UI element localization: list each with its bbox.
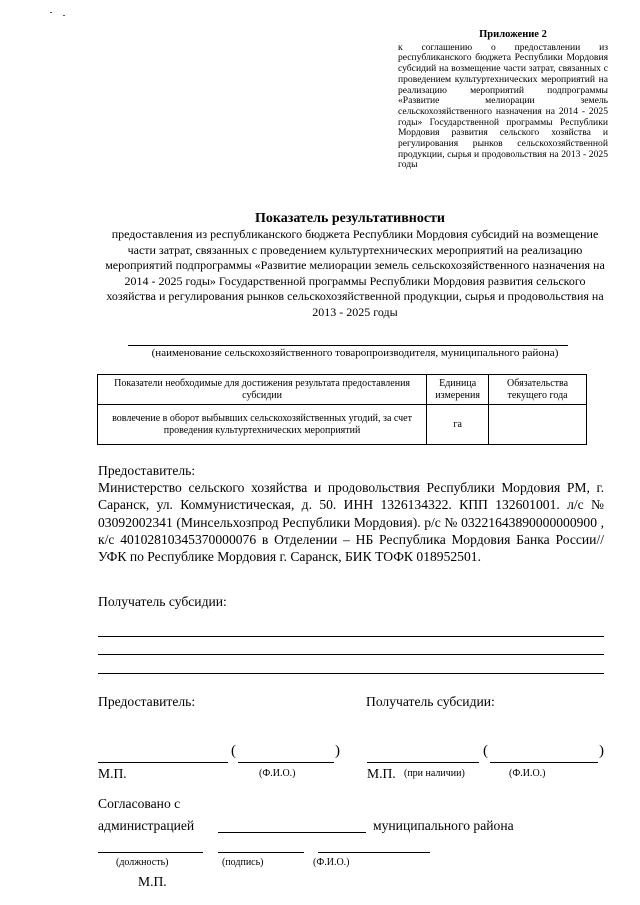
header-unit: Единица измерения bbox=[427, 375, 489, 405]
provider-seal-mp: М.П. bbox=[98, 766, 127, 781]
header-obligations: Обязательства текущего года bbox=[489, 375, 587, 405]
position-line bbox=[98, 852, 203, 853]
appendix-heading: Приложение 2 bbox=[479, 29, 547, 40]
table-header-row bbox=[98, 375, 587, 405]
recipient-fio-caption: (Ф.И.О.) bbox=[509, 768, 546, 779]
position-caption: (должность) bbox=[116, 857, 169, 868]
sign-recipient-label: Получатель субсидии: bbox=[366, 694, 495, 709]
recipient-close-paren: ) bbox=[599, 743, 604, 759]
document-subtitle: предоставления из республиканского бюджета Республики Мордовия субсидий на возмещение части затрат, связанных с проведением культуртехнических мероприятий на реализацию мероприятий подпрограммы «Развитие мелиорации земель сельскохозяйственного назначения на 2014 - 2025 годы» Государственной программы Республики Мордовия развития сельского хозяйства и регулирования рынков сельскохозяйственной продукции, сырья и продовольствия на 2013 - 2025 годы bbox=[105, 227, 605, 319]
agreed-line-2: администрацией bbox=[98, 818, 195, 833]
recipient-line-1 bbox=[98, 636, 604, 637]
indicator-table bbox=[97, 374, 587, 445]
agreed-line-1: Согласовано с bbox=[98, 796, 181, 811]
recipient-label: Получатель субсидии: bbox=[98, 594, 227, 609]
appendix-block bbox=[398, 30, 608, 171]
agreed-seal-mp: М.П. bbox=[138, 874, 167, 889]
cell-indicator: вовлечение в оборот выбывших сельскохозяйственных угодий, за счет проведения культуртехнических мероприятий bbox=[98, 405, 427, 445]
recipient-seal-mp: М.П. bbox=[367, 766, 396, 781]
administration-name-line bbox=[218, 832, 366, 833]
provider-block bbox=[98, 462, 604, 565]
table-row bbox=[98, 405, 587, 445]
provider-details: Министерство сельского хозяйства и продовольствия Республики Мордовия РМ, г. Саранск, ул. Коммунистическая, д. 50. ИНН 1326134322. КПП 132601001. л/с № 03092002341 (Минсельхозпрод Республики Мордовия). р/с № 03221643890000000900 , к/с 40102810345370000076 в Отделении – НБ Республика Мордовия Банка России// УФК по Республике Мордовия г. Саранск, БИК ТОФК 018952501. bbox=[98, 480, 604, 565]
producer-name-line bbox=[128, 345, 568, 346]
scan-speck bbox=[63, 15, 65, 16]
recipient-line-3 bbox=[98, 673, 604, 674]
document-title: Показатель результативности bbox=[255, 211, 445, 226]
provider-label: Предоставитель: bbox=[98, 463, 196, 478]
appendix-text: к соглашению о предоставлении из республиканского бюджета Республики Мордовия субсидий на возмещение части затрат, связанных с проведением культуртехнических мероприятий на реализацию мероприятий подпрограммы «Развитие мелиорации земель сельскохозяйственного назначения на 2014 - 2025 годы» Государственной программы Республики Мордовия развития сельского хозяйства и регулирования рынков сельскохозяйственной продукции, сырья и продовольствия на 2013 - 2025 годы bbox=[398, 41, 608, 171]
signature-line bbox=[218, 852, 304, 853]
signature-caption: (подпись) bbox=[222, 857, 264, 868]
header-indicators: Показатели необходимые для достижения результата предоставления субсидии bbox=[98, 375, 427, 405]
recipient-open-paren: ( bbox=[483, 743, 488, 759]
recipient-line-2 bbox=[98, 654, 604, 655]
recipient-signature-line bbox=[367, 762, 479, 763]
provider-fio-line bbox=[238, 762, 334, 763]
agreed-suffix: муниципального района bbox=[373, 818, 514, 833]
provider-fio-caption: (Ф.И.О.) bbox=[259, 768, 296, 779]
recipient-fio-line bbox=[490, 762, 598, 763]
producer-caption: (наименование сельскохозяйственного товаропроизводителя, муниципального района) bbox=[151, 347, 559, 359]
fio-line bbox=[318, 852, 430, 853]
sign-provider-label: Предоставитель: bbox=[98, 694, 196, 709]
scan-speck bbox=[50, 12, 52, 13]
cell-unit: га bbox=[427, 405, 489, 445]
provider-open-paren: ( bbox=[231, 743, 236, 759]
provider-close-paren: ) bbox=[335, 743, 340, 759]
cell-obligations bbox=[489, 405, 587, 445]
fio-caption: (Ф.И.О.) bbox=[313, 857, 350, 868]
provider-signature-line bbox=[98, 762, 228, 763]
recipient-mp-note: (при наличии) bbox=[404, 768, 465, 779]
